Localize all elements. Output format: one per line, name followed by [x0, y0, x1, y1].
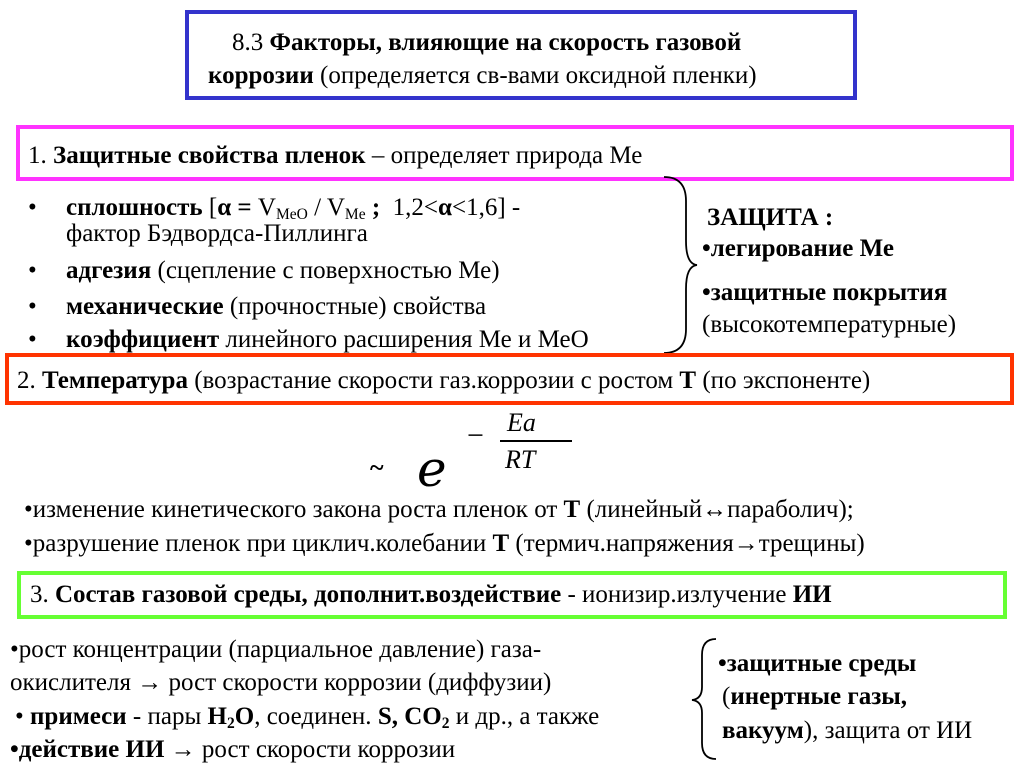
- formula-tilde: ~: [370, 453, 384, 482]
- protection1-heading: ЗАЩИТА :: [707, 204, 834, 231]
- protection1-item-2: •защитные покрытия: [702, 279, 948, 306]
- gas-l3-end: и др., а также: [455, 703, 600, 730]
- title-line-2: [208, 63, 757, 88]
- gas-l3-o: O: [234, 703, 255, 730]
- formula-base: e: [417, 440, 447, 498]
- brace-1-path: [664, 177, 697, 353]
- brace-2-path: [692, 639, 716, 759]
- section2-number: 2.: [17, 367, 36, 394]
- title-rest: (определяется св-вами оксидной пленки): [320, 62, 757, 89]
- bullet-continuity: [28, 195, 37, 220]
- bullet-mechanical: [28, 294, 37, 319]
- bullet-coefficient: [28, 327, 37, 352]
- title-line-1: [232, 30, 741, 55]
- formula-minus: −: [467, 419, 484, 452]
- coefficient-label: коэффициент: [66, 326, 220, 353]
- gas-l3-bold: примеси: [30, 703, 127, 730]
- adhesion-line: [66, 258, 500, 283]
- title-number: 8.3: [232, 29, 264, 56]
- temp-effect-2-t: Т: [492, 530, 510, 557]
- gas-l4-rest: → рост скорости коррозии: [170, 736, 456, 763]
- temp-effect-1-end: (линейный↔параболич);: [586, 496, 854, 523]
- continuity-v1: V: [257, 194, 276, 221]
- coefficient-line: [66, 327, 589, 352]
- section2-rest: (возрастание скорости газ.коррозии с ростом: [194, 367, 674, 394]
- section1-number: 1.: [28, 142, 47, 169]
- continuity-slash: / V: [307, 194, 345, 221]
- adhesion-label: адгезия: [66, 257, 152, 284]
- protection2-vacuum: вакуум: [722, 717, 804, 744]
- protection2-inert: инертные газы,: [730, 683, 908, 710]
- bullet-symbol: •: [28, 257, 37, 284]
- protection2-line-3: [722, 718, 972, 743]
- section3-bold: Состав газовой среды, дополнит.воздействие: [55, 581, 562, 608]
- adhesion-rest: (сцепление с поверхностью Ме): [157, 257, 500, 284]
- temp-effect-2-end: (термич.напряжения→трещины): [515, 530, 865, 557]
- gas-l3-s: S, CO: [377, 703, 442, 730]
- gas-line-1: •рост концентрации (парциальное давление) газа-: [10, 636, 542, 663]
- protection2-line-1: •защитные среды: [718, 650, 917, 677]
- section3-rest: - ионизир.излучение: [567, 581, 787, 608]
- continuity-range-b: <1,6] -: [451, 194, 521, 221]
- continuity-v2-sub: Me: [344, 206, 366, 223]
- brace-1: [660, 175, 700, 355]
- protection1-item-1: •легирование Ме: [702, 235, 894, 262]
- bullet-adhesion: [28, 258, 37, 283]
- section3-bold-end: ИИ: [792, 581, 832, 608]
- gas-l3-h: H: [207, 703, 227, 730]
- continuity-bracket: [: [208, 194, 218, 221]
- gas-l3-rest: - пары: [132, 703, 202, 730]
- mechanical-rest: (прочностные) свойства: [229, 293, 487, 320]
- mechanical-line: [66, 294, 486, 319]
- temp-effect-line-1: [24, 497, 854, 522]
- continuity-v1-sub: MeO: [275, 206, 308, 223]
- bullet-symbol: •: [28, 293, 37, 320]
- coefficient-rest: линейного расширения Ме и МеО: [225, 326, 589, 353]
- protection1-item-3: (высокотемпературные): [702, 311, 957, 338]
- continuity-line-2: фактор Бэдвордса-Пиллинга: [66, 220, 368, 247]
- temp-effect-1-text: •изменение кинетического закона роста пленок от: [24, 496, 558, 523]
- gas-l3-mid: , соединен.: [254, 703, 372, 730]
- formula-fraction-bar: [500, 440, 572, 442]
- section1-bold: Защитные свойства пленок: [53, 142, 366, 169]
- section2-heading: [17, 368, 870, 393]
- title-bold-2: коррозии: [208, 62, 314, 89]
- protection2-open: (: [722, 683, 731, 710]
- continuity-line-1: [66, 194, 521, 223]
- brace-2: [690, 637, 720, 762]
- section1-rest: – определяет природа Ме: [371, 142, 643, 169]
- temp-effect-2-text: •разрушение пленок при циклич.колебании: [24, 530, 487, 557]
- continuity-label: сплошность: [66, 194, 203, 221]
- temp-effect-1-t: Т: [563, 496, 581, 523]
- section3-number: 3.: [30, 581, 49, 608]
- gas-l3-co-sub: 2: [441, 715, 450, 732]
- gas-l3-bullet: •: [15, 703, 24, 730]
- continuity-eq: =: [231, 194, 258, 221]
- temp-effect-line-2: [24, 531, 865, 556]
- continuity-range-alpha: α: [438, 194, 452, 221]
- gas-line-4: [10, 737, 455, 762]
- section2-end: (по экспоненте): [702, 367, 871, 394]
- formula-denominator: RT: [505, 445, 536, 474]
- bullet-symbol: •: [28, 194, 37, 221]
- protection2-rest: ), защита от ИИ: [803, 717, 973, 744]
- formula-numerator: Ea: [507, 408, 536, 437]
- continuity-semicolon: ;: [371, 194, 381, 221]
- gas-line-3: [15, 703, 600, 732]
- section2-bold: Температура: [42, 367, 188, 394]
- section1-heading: [28, 143, 642, 168]
- bullet-symbol: •: [28, 326, 37, 353]
- mechanical-label: механические: [66, 293, 224, 320]
- continuity-range-a: 1,2<: [392, 194, 439, 221]
- continuity-alpha: α: [217, 194, 232, 221]
- protection2-line-2: [722, 684, 907, 709]
- title-bold-1: Факторы, влияющие на скорость газовой: [269, 29, 742, 56]
- section3-heading: [30, 582, 832, 607]
- gas-line-2: окислителя → рост скорости коррозии (диффузии): [10, 669, 552, 696]
- section2-t: Т: [679, 367, 697, 394]
- gas-l3-h-sub: 2: [226, 715, 235, 732]
- gas-l4-bold: •действие ИИ: [10, 736, 165, 763]
